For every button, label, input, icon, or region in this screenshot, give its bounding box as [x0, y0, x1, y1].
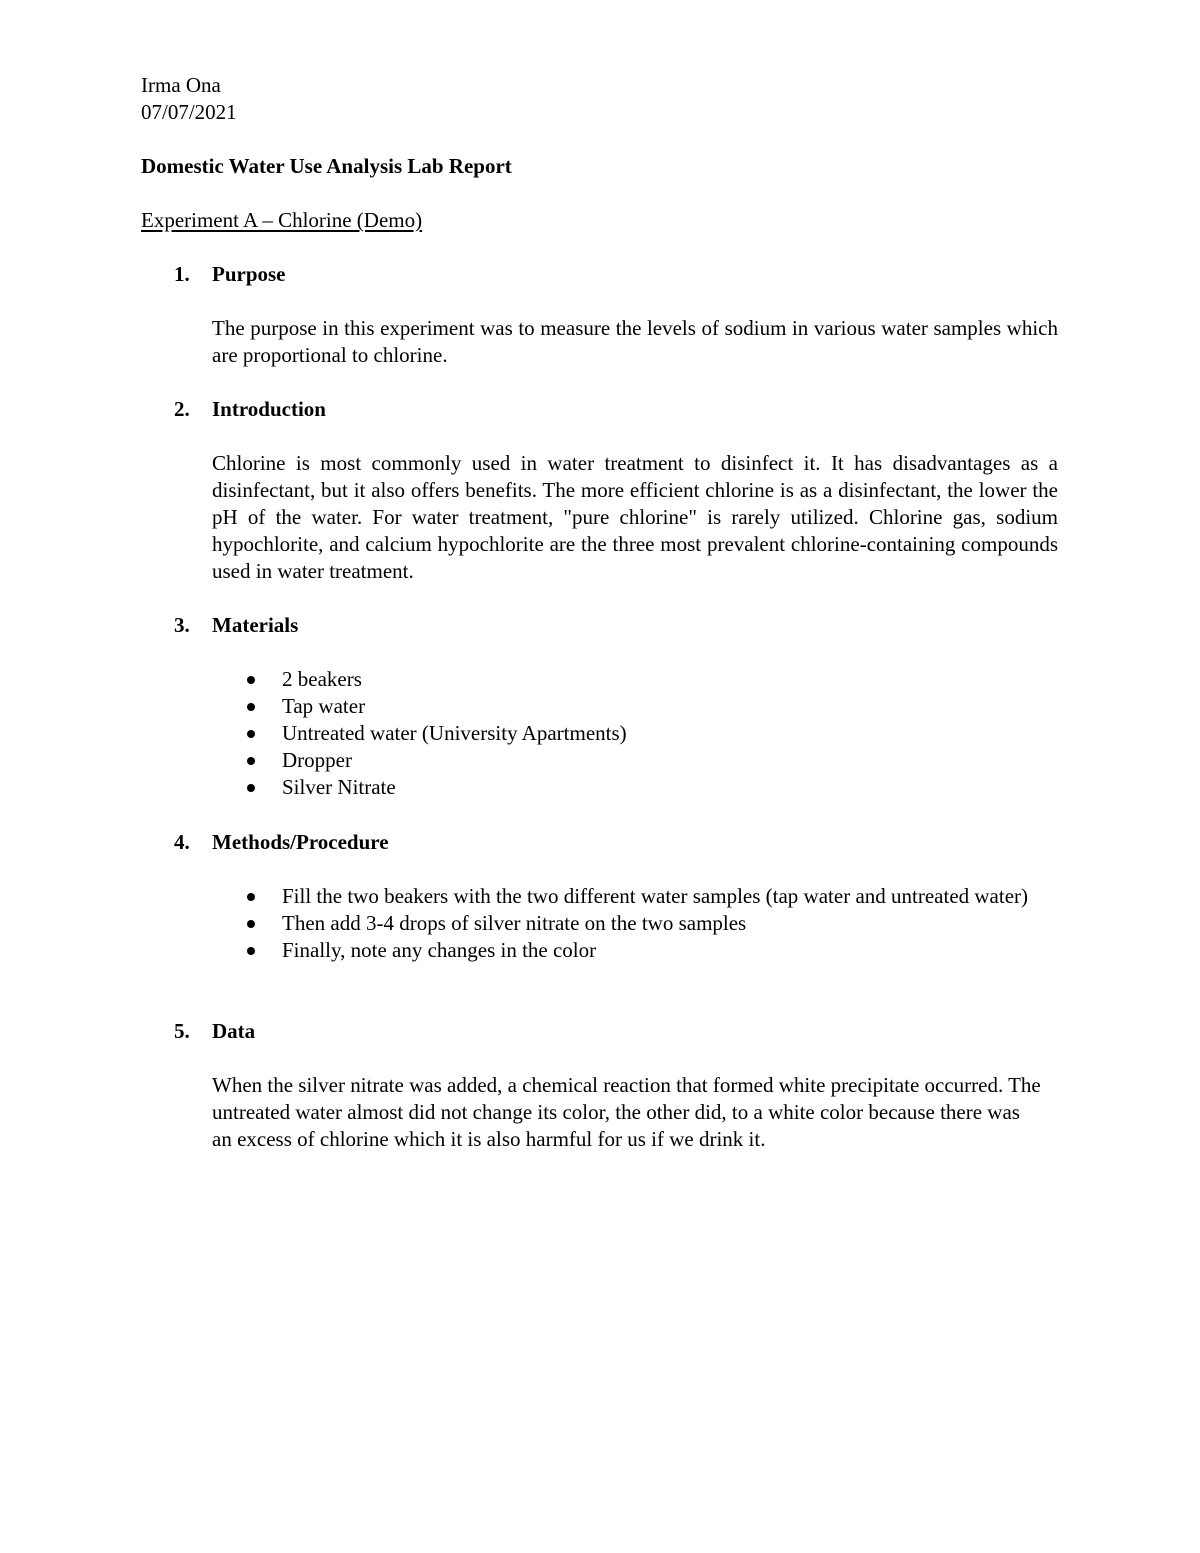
author-name: Irma Ona — [141, 73, 221, 97]
list-item — [212, 747, 1058, 774]
section-heading-methods: Methods/Procedure — [212, 830, 389, 854]
section-heading-purpose: Purpose — [212, 262, 286, 286]
list-item-text: Tap water — [282, 694, 366, 718]
section-heading-introduction: Introduction — [212, 397, 326, 421]
section-heading-materials: Materials — [212, 613, 299, 637]
list-item — [212, 693, 1058, 720]
list-item — [212, 910, 1058, 937]
list-item-text: Dropper — [282, 748, 352, 772]
bullet-icon — [247, 676, 255, 684]
introduction-paragraph: Chlorine is most commonly used in water treatment to disinfect it. It has disadvantages as a disinfectant, but it also offers benefits. The more efficient chlorine is as a disinfectant, the lower the pH of the water. For water treatment, "pure chlorine" is rarely utilized. Chlorine gas, sodium hypochlorite, and calcium hypochlorite are the three most prevalent chlorine-containing compounds used in water treatment. — [212, 451, 1058, 583]
section-heading-data: Data — [212, 1019, 256, 1043]
purpose-paragraph: The purpose in this experiment was to measure the levels of sodium in various water samples which are proportional to chlorine. — [212, 316, 1058, 367]
procedure-list — [212, 883, 1058, 964]
list-item — [212, 937, 1058, 964]
list-item — [212, 666, 1058, 693]
list-item — [212, 720, 1058, 747]
section-number-introduction: 2. — [174, 397, 190, 421]
section-number-purpose: 1. — [174, 262, 190, 286]
bullet-icon — [247, 893, 255, 901]
report-title: Domestic Water Use Analysis Lab Report — [141, 154, 512, 178]
section-number-methods: 4. — [174, 830, 190, 854]
bullet-icon — [247, 703, 255, 711]
list-item-text: 2 beakers — [282, 667, 362, 691]
experiment-title: Experiment A – Chlorine (Demo) — [141, 208, 423, 232]
list-item-text: Untreated water (University Apartments) — [282, 721, 627, 745]
bullet-icon — [247, 920, 255, 928]
materials-list — [212, 666, 1058, 801]
list-item-text: Then add 3-4 drops of silver nitrate on the two samples — [282, 911, 747, 935]
bullet-icon — [247, 784, 255, 792]
bullet-icon — [247, 947, 255, 955]
bullet-icon — [247, 730, 255, 738]
section-number-materials: 3. — [174, 613, 190, 637]
bullet-icon — [247, 757, 255, 765]
list-item-text: Fill the two beakers with the two different water samples (tap water and untreated water) — [282, 884, 1029, 908]
list-item-text: Silver Nitrate — [282, 775, 396, 799]
list-item-text: Finally, note any changes in the color — [282, 938, 597, 962]
report-date: 07/07/2021 — [141, 100, 237, 124]
section-number-data: 5. — [174, 1019, 190, 1043]
list-item — [212, 883, 1058, 910]
list-item — [212, 774, 1058, 801]
data-paragraph: When the silver nitrate was added, a chemical reaction that formed white precipitate occurred. The untreated water almost did not change its color, the other did, to a white color because there was an excess of chlorine which it is also harmful for us if we drink it. — [212, 1073, 1041, 1151]
